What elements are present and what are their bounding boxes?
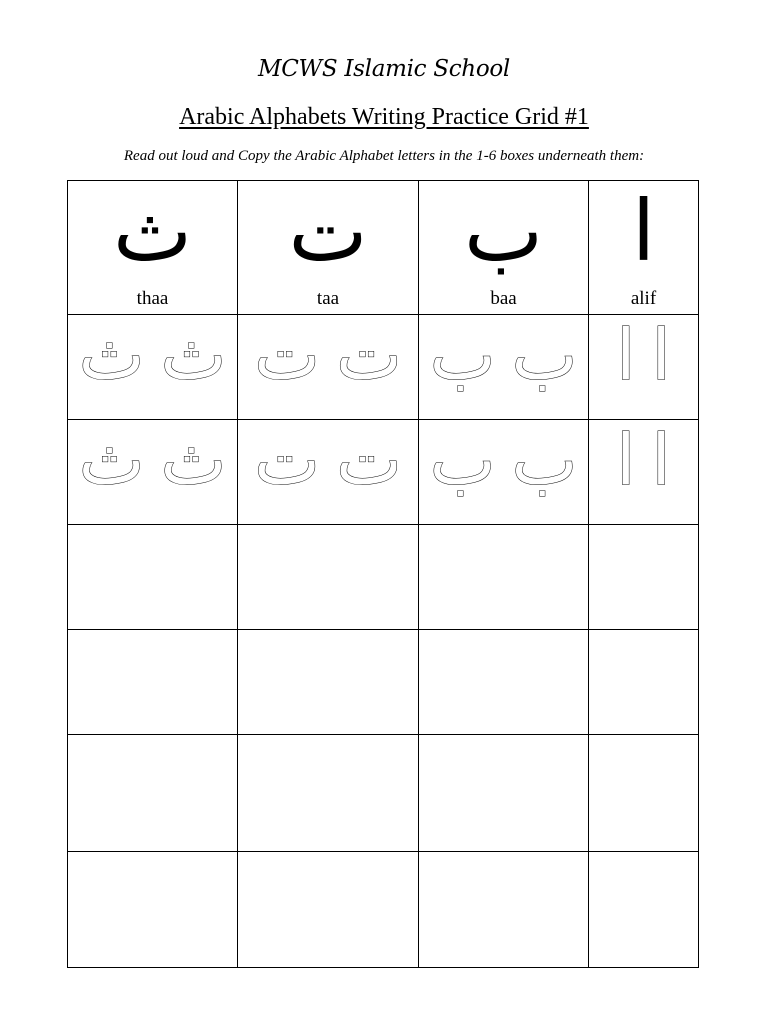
trace-cell[interactable] — [419, 315, 589, 420]
blank-row — [68, 735, 699, 852]
trace-letter-alif: ا — [651, 419, 671, 501]
letter-header-row — [68, 181, 699, 315]
blank-cell[interactable] — [419, 735, 589, 852]
trace-letter-taa: ت — [336, 419, 402, 501]
trace-letter-baa: ب — [429, 419, 496, 501]
trace-cell[interactable] — [68, 315, 238, 420]
blank-cell[interactable] — [68, 735, 238, 852]
trace-row-1 — [68, 315, 699, 420]
letter-cell-baa — [419, 181, 589, 315]
trace-letter-taa: ت — [336, 314, 402, 396]
trace-letter-thaa: ث — [160, 419, 227, 501]
letter-cell-alif — [589, 181, 699, 315]
blank-cell[interactable] — [238, 735, 419, 852]
blank-cell[interactable] — [68, 852, 238, 968]
trace-letter-baa: ب — [511, 314, 578, 396]
trace-letter-thaa: ث — [160, 314, 227, 396]
trace-cell[interactable] — [419, 420, 589, 525]
trace-letter-taa: ت — [254, 314, 320, 396]
letter-cell-thaa — [68, 181, 238, 315]
blank-cell[interactable] — [68, 630, 238, 735]
trace-letter-alif: ا — [616, 314, 636, 396]
trace-letter-thaa: ث — [78, 314, 145, 396]
blank-row — [68, 852, 699, 968]
blank-cell[interactable] — [589, 852, 699, 968]
blank-cell[interactable] — [419, 525, 589, 630]
trace-cell[interactable] — [589, 420, 699, 525]
blank-cell[interactable] — [589, 525, 699, 630]
school-name: MCWS Islamic School — [258, 56, 510, 82]
page-title-text: Arabic Alphabets Writing Practice Grid #1 — [179, 104, 589, 130]
letter-thaa: ث — [112, 182, 193, 280]
blank-cell[interactable] — [589, 630, 699, 735]
trace-letter-alif: ا — [651, 314, 671, 396]
trace-cell[interactable] — [238, 315, 419, 420]
trace-letter-baa: ب — [511, 419, 578, 501]
letter-name-thaa: thaa — [136, 288, 169, 309]
blank-cell[interactable] — [238, 525, 419, 630]
letter-cell-taa — [238, 181, 419, 315]
blank-cell[interactable] — [238, 630, 419, 735]
letter-alif: ا — [631, 182, 656, 280]
trace-cell[interactable] — [238, 420, 419, 525]
trace-letter-baa: ب — [429, 314, 496, 396]
trace-cell[interactable] — [589, 315, 699, 420]
letter-name-taa: taa — [316, 288, 340, 309]
blank-cell[interactable] — [419, 630, 589, 735]
blank-cell[interactable] — [68, 525, 238, 630]
blank-row — [68, 525, 699, 630]
trace-letter-taa: ت — [254, 419, 320, 501]
trace-cell[interactable] — [68, 420, 238, 525]
blank-cell[interactable] — [238, 852, 419, 968]
letter-name-alif: alif — [630, 288, 657, 309]
instructions: Read out loud and Copy the Arabic Alphabet letters in the 1-6 boxes underneath them: — [123, 148, 645, 164]
trace-row-2 — [68, 420, 699, 525]
blank-cell[interactable] — [589, 735, 699, 852]
letter-name-baa: baa — [490, 288, 517, 309]
practice-grid — [67, 180, 699, 968]
trace-letter-alif: ا — [616, 419, 636, 501]
page-title — [0, 104, 768, 131]
letter-taa: ت — [288, 182, 368, 280]
trace-letter-thaa: ث — [78, 419, 145, 501]
letter-baa: ب — [463, 182, 544, 280]
blank-row — [68, 630, 699, 735]
blank-cell[interactable] — [419, 852, 589, 968]
